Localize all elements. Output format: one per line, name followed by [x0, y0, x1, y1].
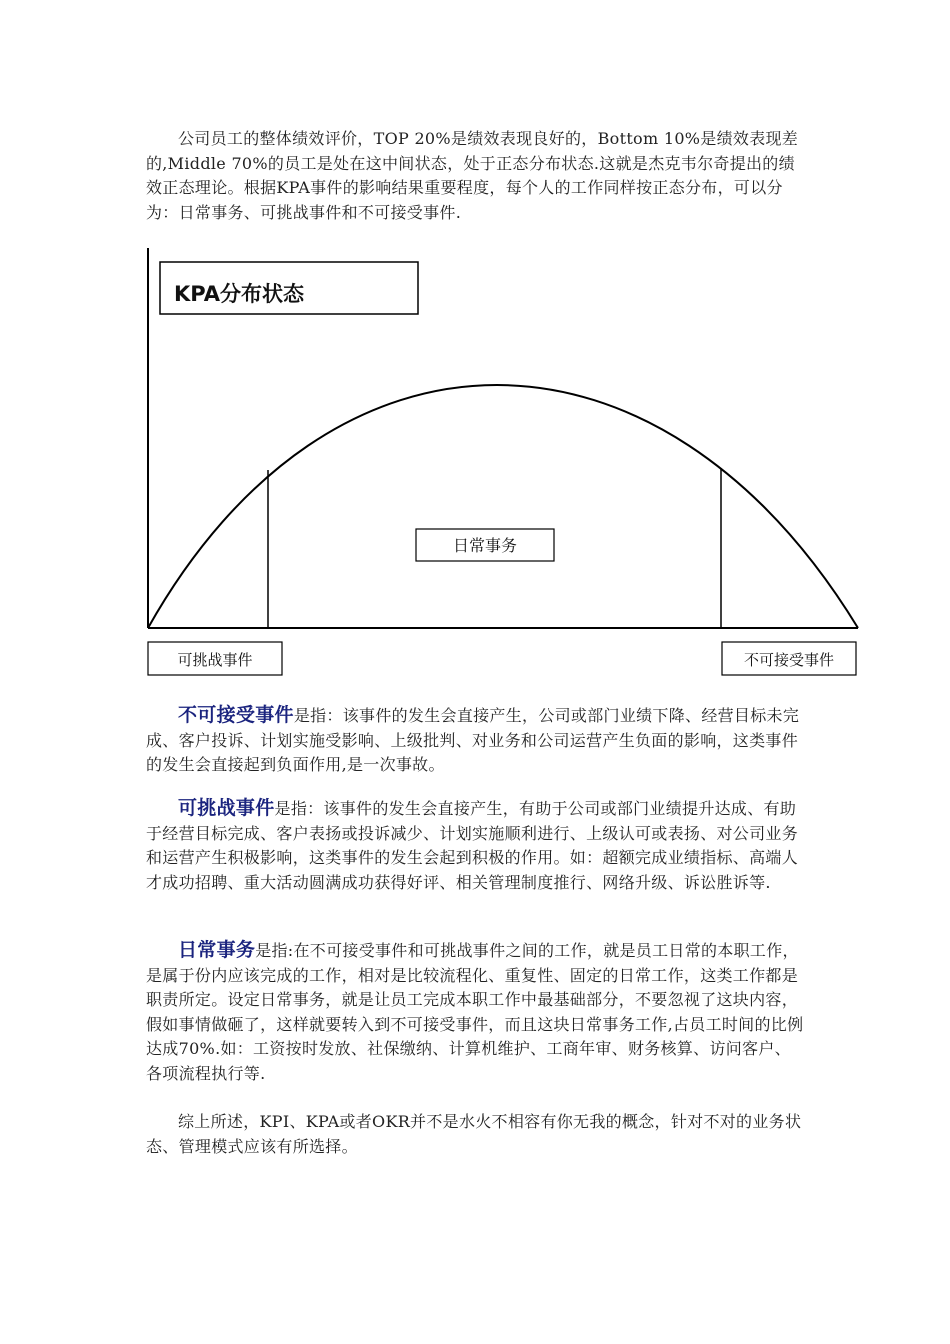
- body-challenge: 是指：该事件的发生会直接产生，有助于公司或部门业绩提升达成、有助于经营目标完成、客户表扬或投诉减少、计划实施顺利进行、上级认可或表扬、对公司业务和运营产生积极影响，这类事件的发生会起到积极的作用。如：超额完成业绩指标、高端人才成功招聘、重大活动圆满成功获得好评、相关管理制度推行、网络升级、诉讼胜诉等.: [146, 799, 799, 892]
- middle-label-box: [416, 529, 554, 561]
- body-daily: 是指:在不可接受事件和可挑战事件之间的工作，就是员工日常的本职工作，是属于份内应该完成的工作，相对是比较流程化、重复性、固定的日常工作，这类工作都是职责所定。设定日常事务，就是让员工完成本职工作中最基础部分，不要忽视了这块内容，假如事情做砸了，这样就要转入到不可接受事件，而且这块日常事务工作,占员工时间的比例达成70%.如：工资按时发放、社保缴纳、计算机维护、工商年审、财务核算、访问客户、各项流程执行等.: [146, 941, 804, 1083]
- term-challenge: 可挑战事件: [178, 797, 275, 819]
- bell-curve: [148, 385, 858, 628]
- intro-paragraph: 公司员工的整体绩效评价，TOP 20%是绩效表现良好的，Bottom 10%是绩效表现差的,Middle 70%的员工是处在这中间状态，处于正态分布状态.这就是杰克韦尔奇提出的绩效正态理论。根据KPA事件的影响结果重要程度，每个人的工作同样按正态分布，可以分为：日常事务、可挑战事件和不可接受事件.: [146, 129, 799, 222]
- section-challenge: [146, 796, 806, 895]
- right-label: 不可接受事件: [743, 651, 835, 669]
- left-label: 可挑战事件: [177, 651, 253, 669]
- right-label-box: [722, 642, 856, 675]
- body-unacceptable: 是指：该事件的发生会直接产生，公司或部门业绩下降、经营目标未完成、客户投诉、计划实施受影响、上级批判、对业务和公司运营产生负面的影响，这类事件的发生会直接起到负面作用,是一次事故。: [146, 706, 800, 774]
- conclusion-paragraph: 综上所述，KPI、KPA或者OKR并不是水火不相容有你无我的概念，针对不对的业务状态、管理模式应该有所选择。: [146, 1112, 802, 1156]
- kpa-distribution-figure: [140, 244, 862, 684]
- left-label-box: [148, 642, 282, 675]
- section-unacceptable: [146, 703, 806, 778]
- term-unacceptable: 不可接受事件: [178, 704, 294, 726]
- figure-title-box: [160, 262, 418, 314]
- term-daily: 日常事务: [178, 939, 256, 961]
- middle-label: 日常事务: [452, 536, 518, 555]
- figure-title: KPA分布状态: [174, 282, 304, 306]
- section-daily: [146, 938, 806, 1086]
